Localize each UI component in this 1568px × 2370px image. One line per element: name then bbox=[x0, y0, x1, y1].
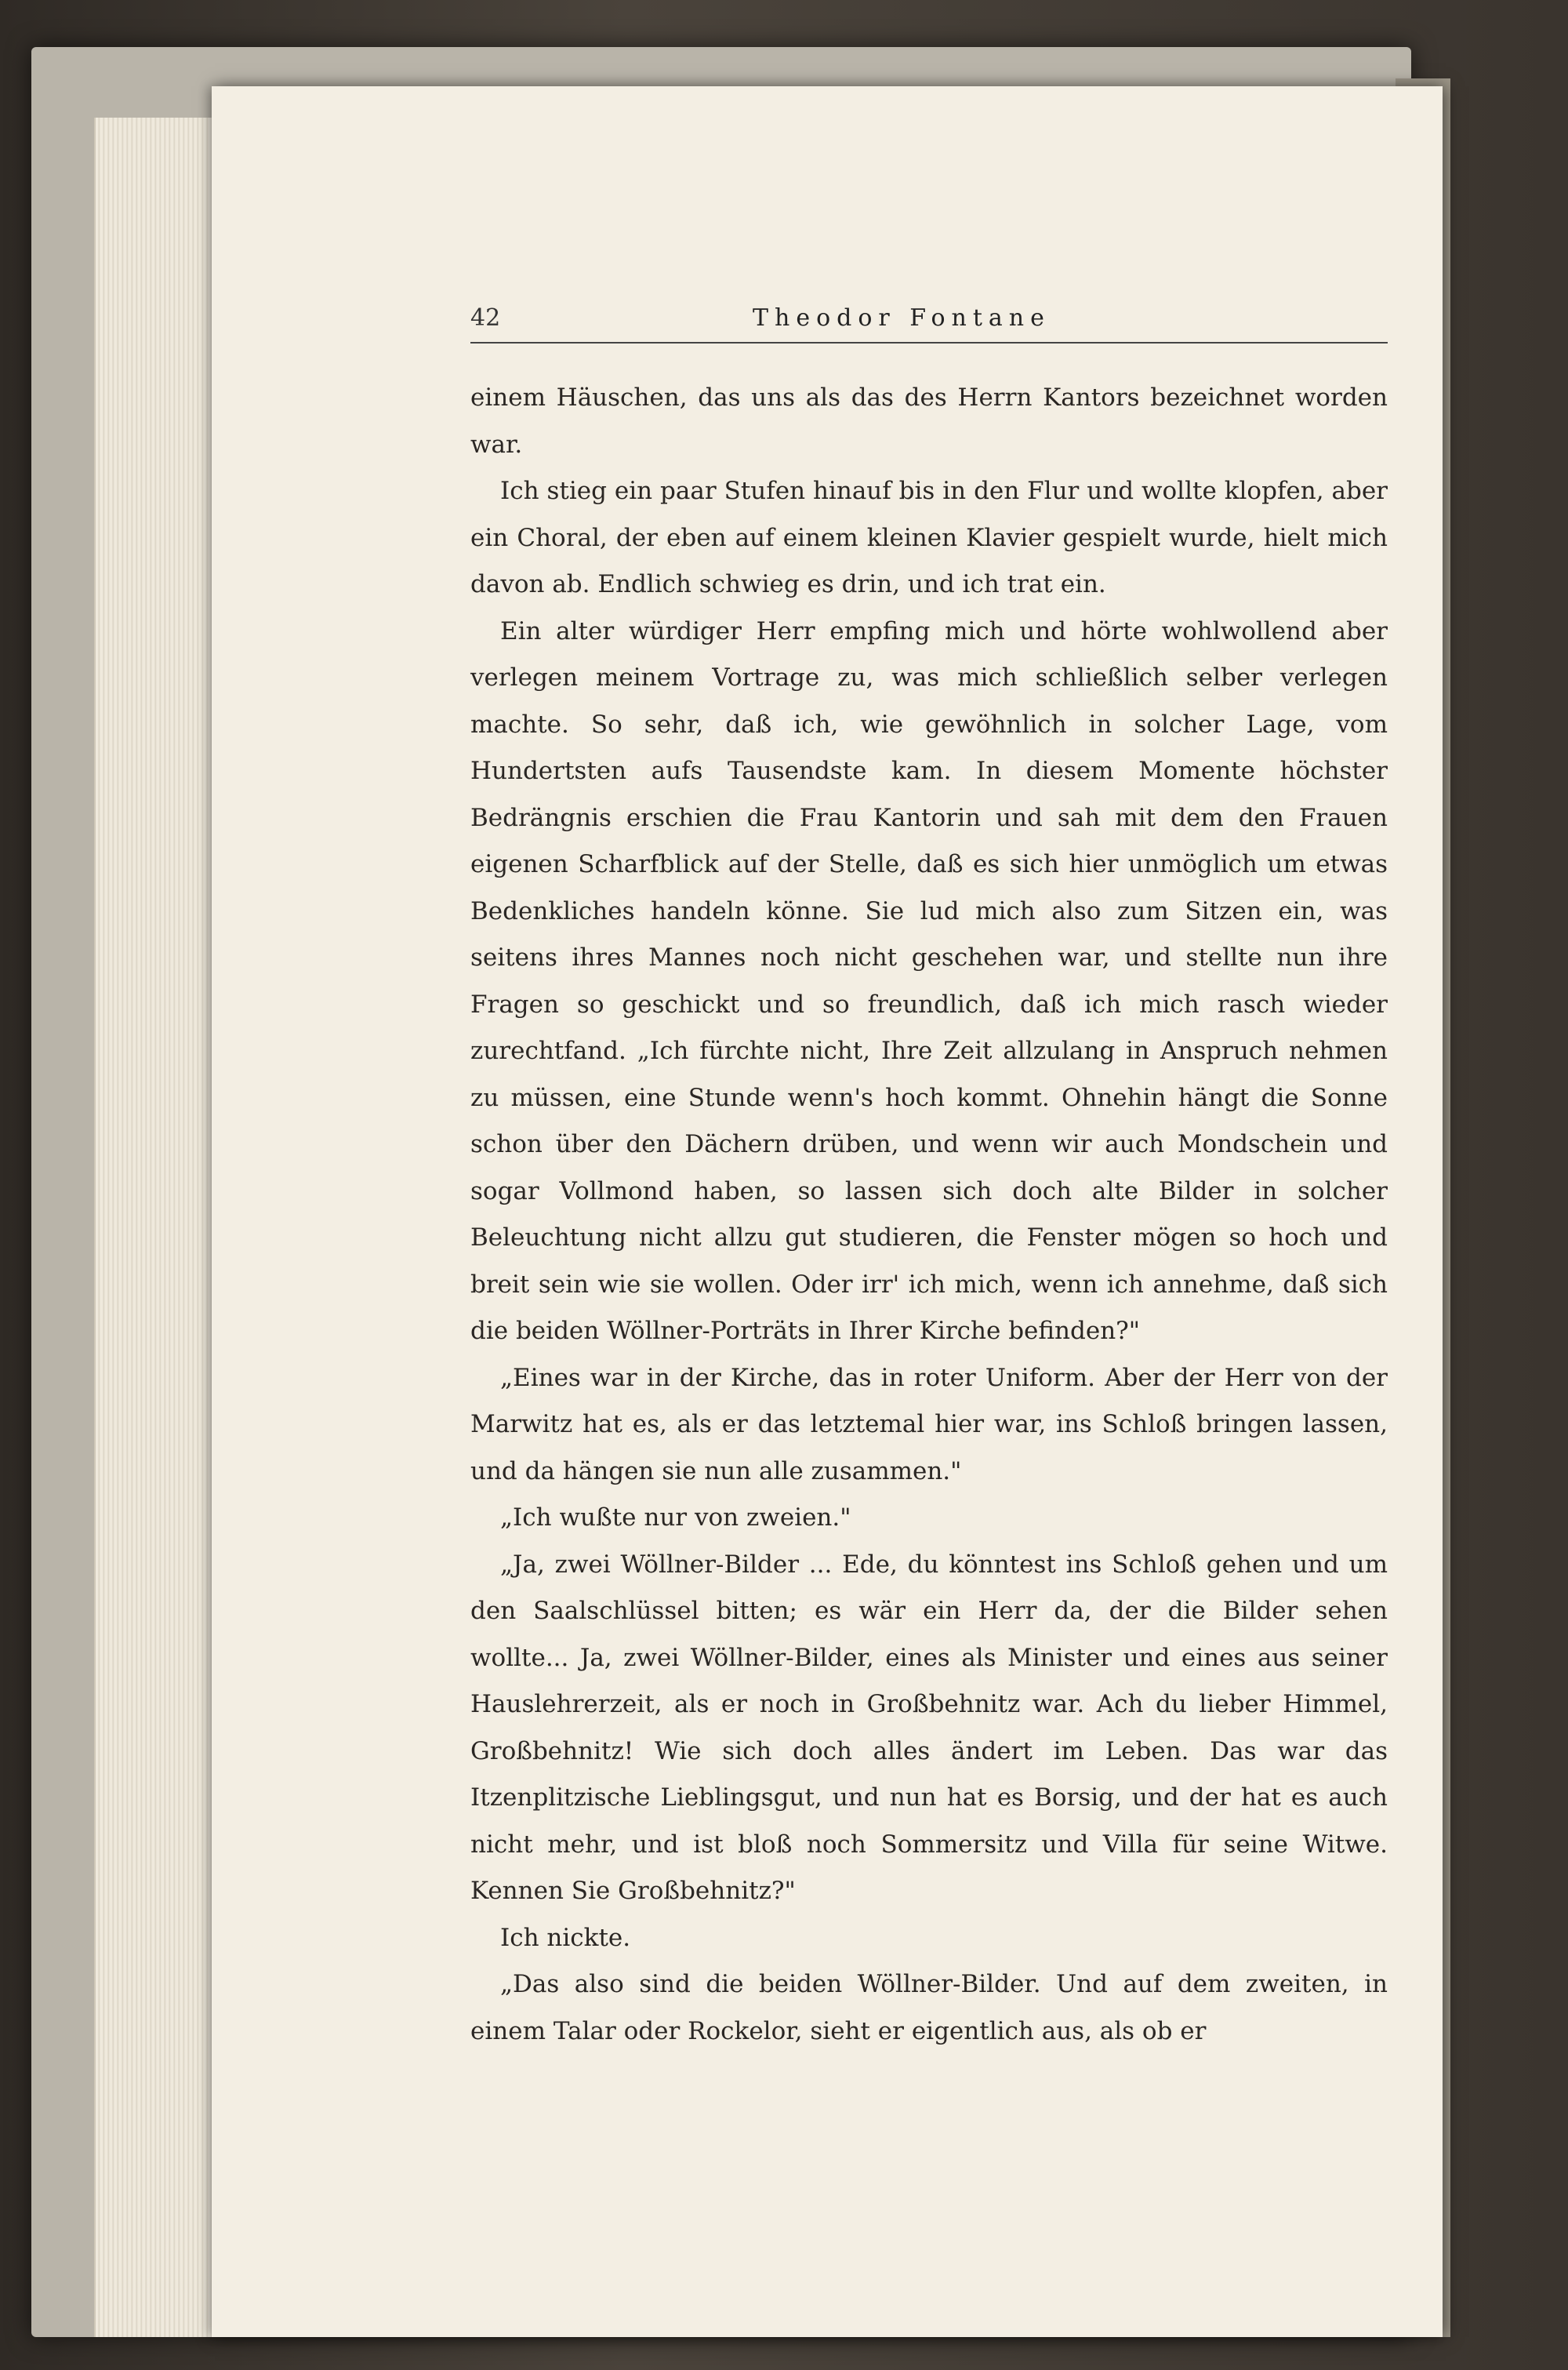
paragraph: einem Häuschen, das uns als das des Herrn Kantors bezeichnet worden war. bbox=[470, 383, 1388, 459]
paragraph: „Ich wußte nur von zweien." bbox=[500, 1503, 851, 1532]
page-number: 42 bbox=[470, 304, 501, 332]
body-text bbox=[470, 375, 1388, 2055]
running-title: Theodor Fontane bbox=[753, 304, 1051, 332]
paragraph: Ich stieg ein paar Stufen hinauf bis in den Flur und wollte klopfen, aber ein Choral, der eben auf einem kleinen Klavier gespielt wurde, hielt mich davon ab. Endlich schwieg es drin, und ich trat ein. bbox=[470, 477, 1388, 598]
page-header bbox=[470, 304, 1388, 344]
paragraph: „Das also sind die beiden Wöllner-Bilder. Und auf dem zweiten, in einem Talar oder Rockelor, sieht er eigentlich aus, als ob er bbox=[470, 1970, 1388, 2045]
paragraph: Ein alter würdiger Herr empfing mich und hörte wohlwollend aber verlegen meinem Vortrage zu, was mich schließlich selber verlegen machte. So sehr, daß ich, wie gewöhnlich in solcher Lage, vom Hundertsten aufs Tausendste kam. In diesem Momente höchster Bedrängnis erschien die Frau Kantorin und sah mit dem den Frauen eigenen Scharfblick auf der Stelle, daß es sich hier unmöglich um etwas Bedenkliches handeln könne. Sie lud mich also zum Sitzen ein, was seitens ihres Mannes noch nicht geschehen war, und stellte nun ihre Fragen so geschickt und so freundlich, daß ich mich rasch wieder zurechtfand. „Ich fürchte nicht, Ihre Zeit allzulang in Anspruch nehmen zu müssen, eine Stunde wenn's hoch kommt. Ohnehin hängt die Sonne schon über den Dächern drüben, und wenn wir auch Mondschein und sogar Vollmond haben, so lassen sich doch alte Bilder in solcher Beleuchtung nicht allzu gut studieren, die Fenster mögen so hoch und breit sein wie sie wollen. Oder irr' ich mich, wenn ich annehme, daß sich die beiden Wöllner-Porträts in Ihrer Kirche befinden?" bbox=[470, 616, 1388, 1345]
paragraph: Ich nickte. bbox=[500, 1923, 631, 1952]
paragraph: „Ja, zwei Wöllner-Bilder ... Ede, du könntest ins Schloß gehen und um den Saalschlüssel bitten; es wär ein Herr da, der die Bilder sehen wollte... Ja, zwei Wöllner-Bilder, eines als Minister und eines aus seiner Hauslehrerzeit, als er noch in Großbehnitz war. Ach du lieber Himmel, Großbehnitz! Wie sich doch alles ändert im Leben. Das war das Itzenplitzische Lieblingsgut, und nun hat es Borsig, und der hat es auch nicht mehr, und ist bloß noch Sommersitz und Villa für seine Witwe. Kennen Sie Großbehnitz?" bbox=[470, 1550, 1388, 1905]
paragraph: „Eines war in der Kirche, das in roter Uniform. Aber der Herr von der Marwitz hat es, als er das letztemal hier war, ins Schloß bringen lassen, und da hängen sie nun alle zusammen." bbox=[470, 1363, 1388, 1485]
